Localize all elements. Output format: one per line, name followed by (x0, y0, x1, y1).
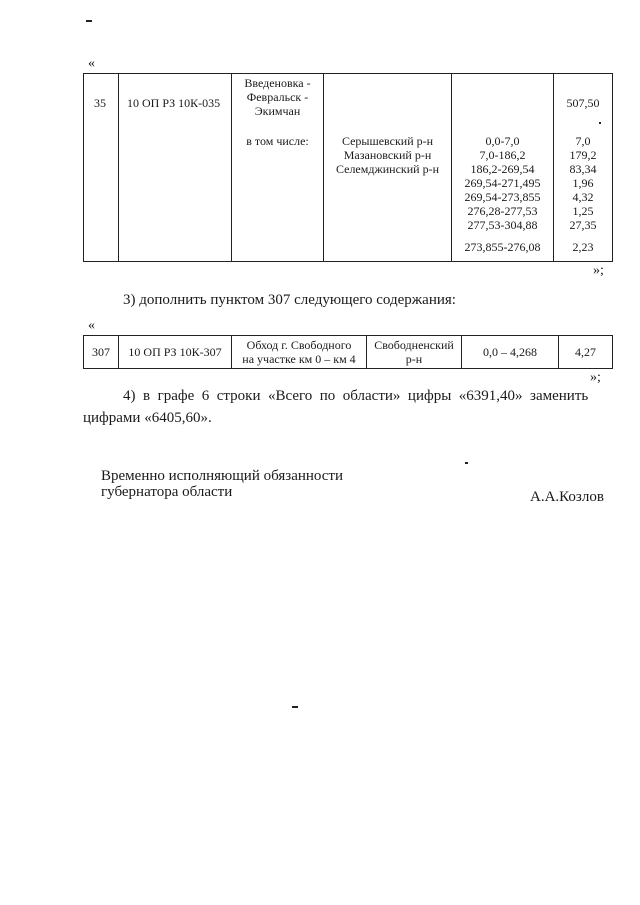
row-number: 35 (94, 96, 106, 110)
length-value: 179,2 (569, 148, 597, 162)
district: Мазановский р-н (343, 148, 432, 162)
open-quote-1: « (88, 56, 95, 71)
km-range: 269,54-273,855 (464, 190, 541, 204)
km-range: 277,53-304,88 (467, 218, 538, 232)
road-code: 10 ОП РЗ 10К-035 (127, 96, 221, 110)
district-line: Свободненский (374, 338, 454, 352)
scan-mark (86, 20, 92, 22)
including-label: в том числе: (246, 134, 309, 148)
district: Серышевский р-н (341, 134, 434, 148)
cell-range (462, 336, 559, 369)
signer-title-line1: Временно исполняющий обязанности (101, 468, 344, 484)
road-name-line: на участке км 0 – км 4 (242, 352, 356, 366)
open-quote-2: « (88, 318, 95, 333)
length-value: 27,35 (569, 218, 597, 232)
road-name-line: Экимчан (254, 104, 301, 118)
cell-length (559, 336, 613, 369)
row-number: 307 (92, 345, 110, 359)
length-value: 7,0 (575, 134, 591, 148)
scan-mark (292, 706, 298, 708)
signer-title-line2: губернатора области (101, 484, 233, 500)
cell-length (554, 74, 613, 262)
cell-district (367, 336, 462, 369)
road-name-line: Введеновка - (244, 76, 311, 90)
length-value: 1,96 (572, 176, 594, 190)
table-row (84, 74, 613, 262)
cell-number (84, 336, 119, 369)
district: Селемджинский р-н (335, 162, 440, 176)
km-range: 0,0 – 4,268 (483, 345, 537, 359)
road-name-line: Февральск - (246, 90, 309, 104)
km-range: 269,54-271,495 (464, 176, 541, 190)
road-name-line: Обход г. Свободного (246, 338, 352, 352)
close-quote-2: »; (590, 370, 601, 385)
item3-text: 3) дополнить пунктом 307 следующего содержания: (123, 292, 456, 308)
close-quote-1: »; (593, 263, 604, 278)
road-table-307 (83, 335, 613, 369)
cell-range (452, 74, 554, 262)
table-row (84, 336, 613, 369)
district-line: р-н (405, 352, 423, 366)
length-value: 1,25 (572, 204, 594, 218)
km-range: 7,0-186,2 (479, 148, 526, 162)
cell-code (119, 336, 232, 369)
cell-name (232, 74, 324, 262)
item4-line2: цифрами «6405,60». (83, 410, 212, 426)
cell-name (232, 336, 367, 369)
km-range: 0,0-7,0 (485, 134, 520, 148)
length-value: 2,23 (572, 240, 594, 254)
km-range: 276,28-277,53 (467, 204, 538, 218)
road-table-35 (83, 73, 613, 262)
length-value: 4,32 (572, 190, 594, 204)
km-range: 186,2-269,54 (470, 162, 535, 176)
cell-number (84, 74, 119, 262)
cell-code (119, 74, 232, 262)
total-length: 507,50 (566, 96, 600, 110)
item4-line1: 4) в графе 6 строки «Всего по области» цифры «6391,40» заменить (123, 388, 589, 404)
length-value: 4,27 (575, 345, 596, 359)
km-range: 273,855-276,08 (464, 240, 541, 254)
length-value: 83,34 (569, 162, 597, 176)
scan-mark (465, 462, 468, 464)
signer-name: А.А.Козлов (530, 489, 604, 505)
cell-district (324, 74, 452, 262)
road-code: 10 ОП РЗ 10К-307 (128, 345, 222, 359)
